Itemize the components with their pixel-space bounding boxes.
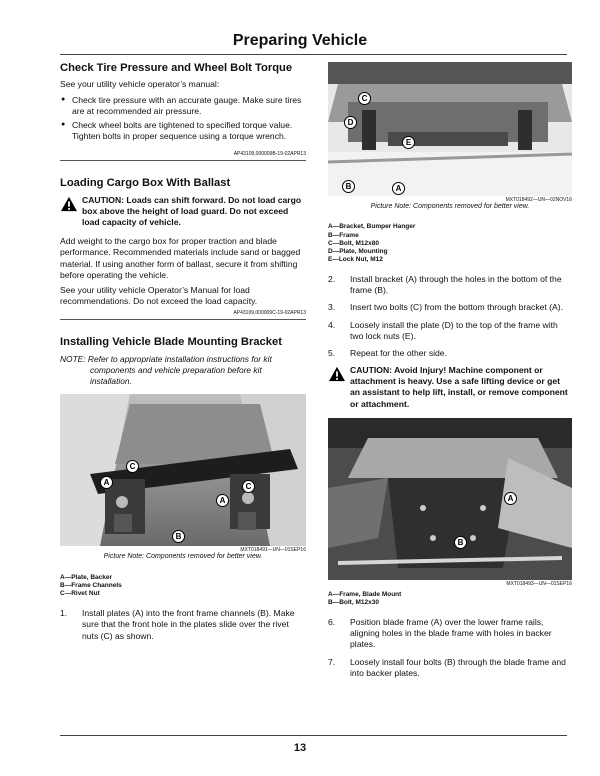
- step: [328, 320, 572, 342]
- cargo-caution: [60, 195, 306, 229]
- step: [328, 302, 572, 313]
- step: [328, 657, 572, 679]
- step-text: Loosely install four bolts (B) through the blade frame and into backer plates.: [350, 656, 566, 678]
- warning-icon: [60, 196, 78, 212]
- step-number: 6.: [328, 616, 336, 627]
- tire-bullet: ● Check wheel bolts are tightened to specified torque value. Tighten bolts in proper sequence using a torque wrench.: [60, 120, 306, 142]
- step: [328, 617, 572, 651]
- step-number: 3.: [328, 302, 336, 313]
- callout-a: A: [504, 492, 517, 505]
- step-text: Install plates (A) into the front frame channels (B). Make sure that the front hole in the plates slide over the rivet nuts (C) as shown.: [82, 608, 295, 641]
- callout-c: C: [126, 460, 139, 473]
- header-rule: [60, 54, 567, 55]
- callout-a: A: [216, 494, 229, 507]
- figure-legend: [328, 591, 572, 607]
- step-number: 5.: [328, 347, 336, 358]
- lifting-caution: [328, 365, 572, 410]
- figure-legend: [328, 223, 572, 264]
- bracket-heading: Installing Vehicle Blade Mounting Bracket: [60, 336, 282, 349]
- legend-item: A—Bracket, Bumper Hanger: [328, 223, 416, 231]
- step-number: 1.: [60, 608, 68, 619]
- legend-item: E—Lock Nut, M12: [328, 255, 383, 263]
- step: [328, 348, 572, 359]
- warning-icon: [328, 366, 346, 382]
- figure-legend: [60, 574, 306, 598]
- cargo-paragraph: See your utility vehicle Operator’s Manual for load recommendations. Do not exceed the load capacity.: [60, 284, 258, 307]
- caution-text: CAUTION: Avoid Injury! Machine component or attachment is heavy. Use a safe lifting device or get an assistant to help lift, install, or remove component or attachment.: [350, 365, 568, 409]
- left-column: [60, 62, 306, 648]
- tire-intro: See your utility vehicle operator’s manual:: [60, 79, 220, 90]
- steps-list: [60, 608, 306, 642]
- picture-note: Picture Note: Components removed for better view.: [103, 553, 263, 561]
- callout-a: A: [392, 182, 405, 195]
- figure-bumper-bracket-photo: [328, 62, 572, 196]
- tire-heading: Check Tire Pressure and Wheel Bolt Torque: [60, 62, 293, 74]
- callout-c: C: [242, 480, 255, 493]
- cargo-paragraph: Add weight to the cargo box for proper traction and blade performance. Recommended materials include sand or bagged material. If using another form of ballast, secure it from shifting before operating the vehicle.: [60, 236, 301, 280]
- step-text: Install bracket (A) through the holes in the bottom of the frame (B).: [350, 274, 562, 296]
- legend-item: C—Bolt, M12x80: [328, 239, 379, 247]
- callout-b: B: [342, 180, 355, 193]
- steps-list: [328, 617, 572, 679]
- legend-item: B—Frame: [328, 231, 359, 239]
- step: [328, 274, 572, 296]
- cargo-heading: Loading Cargo Box With Ballast: [60, 177, 231, 190]
- figure-backer-plates-photo: [60, 394, 306, 546]
- figure-id: MXT018491—UN—01SEP16: [240, 547, 306, 554]
- step: [60, 608, 306, 642]
- picture-note: Picture Note: Components removed for better view.: [370, 203, 530, 210]
- legend-item: A—Frame, Blade Mount: [328, 590, 402, 598]
- right-column: [328, 62, 572, 685]
- step-number: 2.: [328, 274, 336, 285]
- figure-id: MXT018492—UN—02NOV16: [505, 197, 572, 203]
- callout-c: C: [358, 92, 371, 105]
- caution-text: CAUTION: Loads can shift forward. Do not load cargo box above the height of load guard. Do not exceed load capacity of vehicle.: [82, 194, 302, 228]
- legend-item: C—Rivet Nut: [60, 590, 100, 598]
- page-number: 13: [293, 742, 307, 754]
- step-text: Repeat for the other side.: [350, 347, 447, 358]
- tire-bullets: [60, 95, 306, 143]
- figure-id: MXT018493—UN—01SEP16: [506, 580, 572, 587]
- cargo-ref: AP43109,000009C-19-02APR13: [60, 311, 306, 320]
- figure-blade-frame-photo: [328, 418, 572, 580]
- callout-b: B: [454, 536, 467, 549]
- tire-bullet: ● Check tire pressure with an accurate gauge. Make sure tires are at recommended air pressure.: [60, 95, 306, 117]
- step-number: 7.: [328, 656, 336, 667]
- callout-e: E: [402, 136, 415, 149]
- legend-item: B—Bolt, M12x30: [328, 598, 379, 606]
- bracket-note: NOTE: Refer to appropriate installation instructions for kit components and vehicle preparation before kit installation.: [60, 353, 272, 386]
- step-number: 4.: [328, 319, 336, 330]
- steps-list: [328, 274, 572, 359]
- callout-b: B: [172, 530, 185, 543]
- footer-rule: [60, 735, 567, 736]
- legend-item: B—Frame Channels: [60, 582, 122, 589]
- step-text: Position blade frame (A) over the lower frame rails, aligning holes in the blade frame with holes in backer plates.: [350, 616, 552, 650]
- step-text: Loosely install the plate (D) to the top of the frame with two lock nuts (E).: [350, 319, 558, 341]
- legend-item: A—Plate, Backer: [60, 573, 113, 581]
- legend-item: D—Plate, Mounting: [328, 247, 388, 255]
- step-text: Insert two bolts (C) from the bottom through bracket (A).: [350, 302, 564, 313]
- tire-ref: AP43109,000009B-19-02APR13: [60, 152, 306, 161]
- page-title: Preparing Vehicle: [232, 32, 368, 49]
- callout-d: D: [344, 116, 357, 129]
- callout-a: A: [100, 476, 113, 489]
